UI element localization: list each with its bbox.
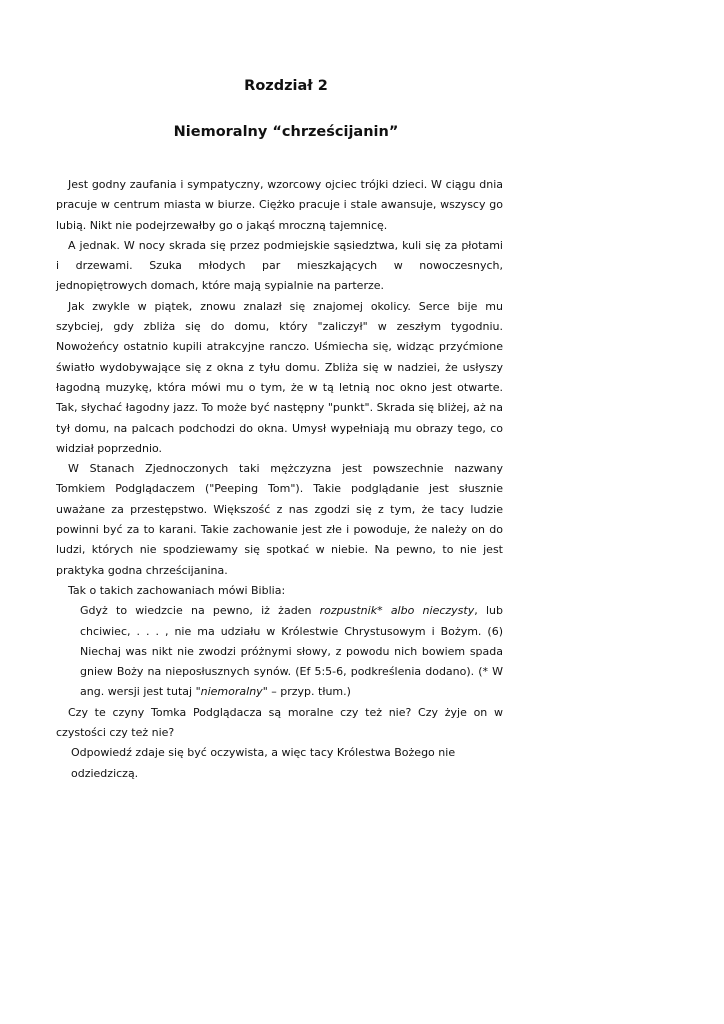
- bible-quote: [56, 601, 503, 702]
- answer-paragraph: Odpowiedź zdaje się być oczywista, a więc tacy Królestwa Bożego nie odziedziczą.: [71, 746, 456, 780]
- quote-text: Gdyż to wiedzcie na pewno, iż żaden: [80, 604, 320, 618]
- quote-emphasis: niemoralny: [200, 685, 263, 699]
- quote-text: , lub chciwiec, . . . , nie ma udziału w Królestwie Chrystusowym i Bożym. (6) Niechaj was nikt nie zwodzi próżnymi słowy, z powodu nich bowiem spada gniew Boży na nieposłusznych synów. (Ef 5:5-6, podkreślenia dodano). (* W ang. wersji jest tutaj ": [80, 604, 503, 699]
- paragraph: Jak zwykle w piątek, znowu znalazł się znajomej okolicy. Serce bije mu szybciej, gdy zbliża się do domu, który "zaliczył" w zeszłym tygodniu. Nowożeńcy ostatnio kupili atrakcyjne ranczo. Uśmiecha się, widząc przyćmione światło wydobywające się z okna z tyłu domu. Zbliża się w nadziei, że usłyszy łagodną muzykę, która mówi mu o tym, że w tą letnią noc okno jest otwarte. Tak, słychać łagodny jazz. To może być następny "punkt". Skrada się bliżej, aż na tył domu, na palcach podchodzi do okna. Umysł wypełniają mu obrazy tego, co widział poprzednio.: [56, 299, 503, 455]
- quote-emphasis: rozpustnik* albo nieczysty: [319, 604, 475, 618]
- body-text: [56, 175, 503, 784]
- paragraph: W Stanach Zjednoczonych taki mężczyzna jest powszechnie nazwany Tomkiem Podglądaczem ("Peeping Tom"). Takie podglądanie jest słusznie uważane za przestępstwo. Większość z nas zgodzi się z tym, że tacy ludzie powinni być za to karani. Takie zachowanie jest złe i powoduje, że należy on do ludzi, których nie spodziewamy się spotkać w niebie. Na pewno, to nie jest praktyka godna chrześcijanina.: [56, 462, 503, 577]
- paragraph: A jednak. W nocy skrada się przez podmiejskie sąsiedztwa, kuli się za płotami i drzewami. Szuka młodych par mieszkających w nowoczesnych, jednopiętrowych domach, które mają sypialnie na parterze.: [56, 238, 503, 293]
- quote-text: " – przyp. tłum.): [262, 685, 351, 699]
- paragraph: Jest godny zaufania i sympatyczny, wzorcowy ojciec trójki dzieci. W ciągu dnia pracuje w centrum miasta w biurze. Ciężko pracuje i stale awansuje, wszyscy go lubią. Nikt nie podejrzewałby go o jakąś mroczną tajemnicę.: [56, 178, 503, 232]
- chapter-heading: Rozdział 2: [244, 78, 328, 94]
- chapter-title: Niemoralny “chrześcijanin”: [173, 124, 399, 140]
- question-paragraph: Czy te czyny Tomka Podglądacza są moralne czy też nie? Czy żyje on w czystości czy też nie?: [56, 705, 503, 740]
- quote-intro: Tak o takich zachowaniach mówi Biblia:: [68, 583, 286, 597]
